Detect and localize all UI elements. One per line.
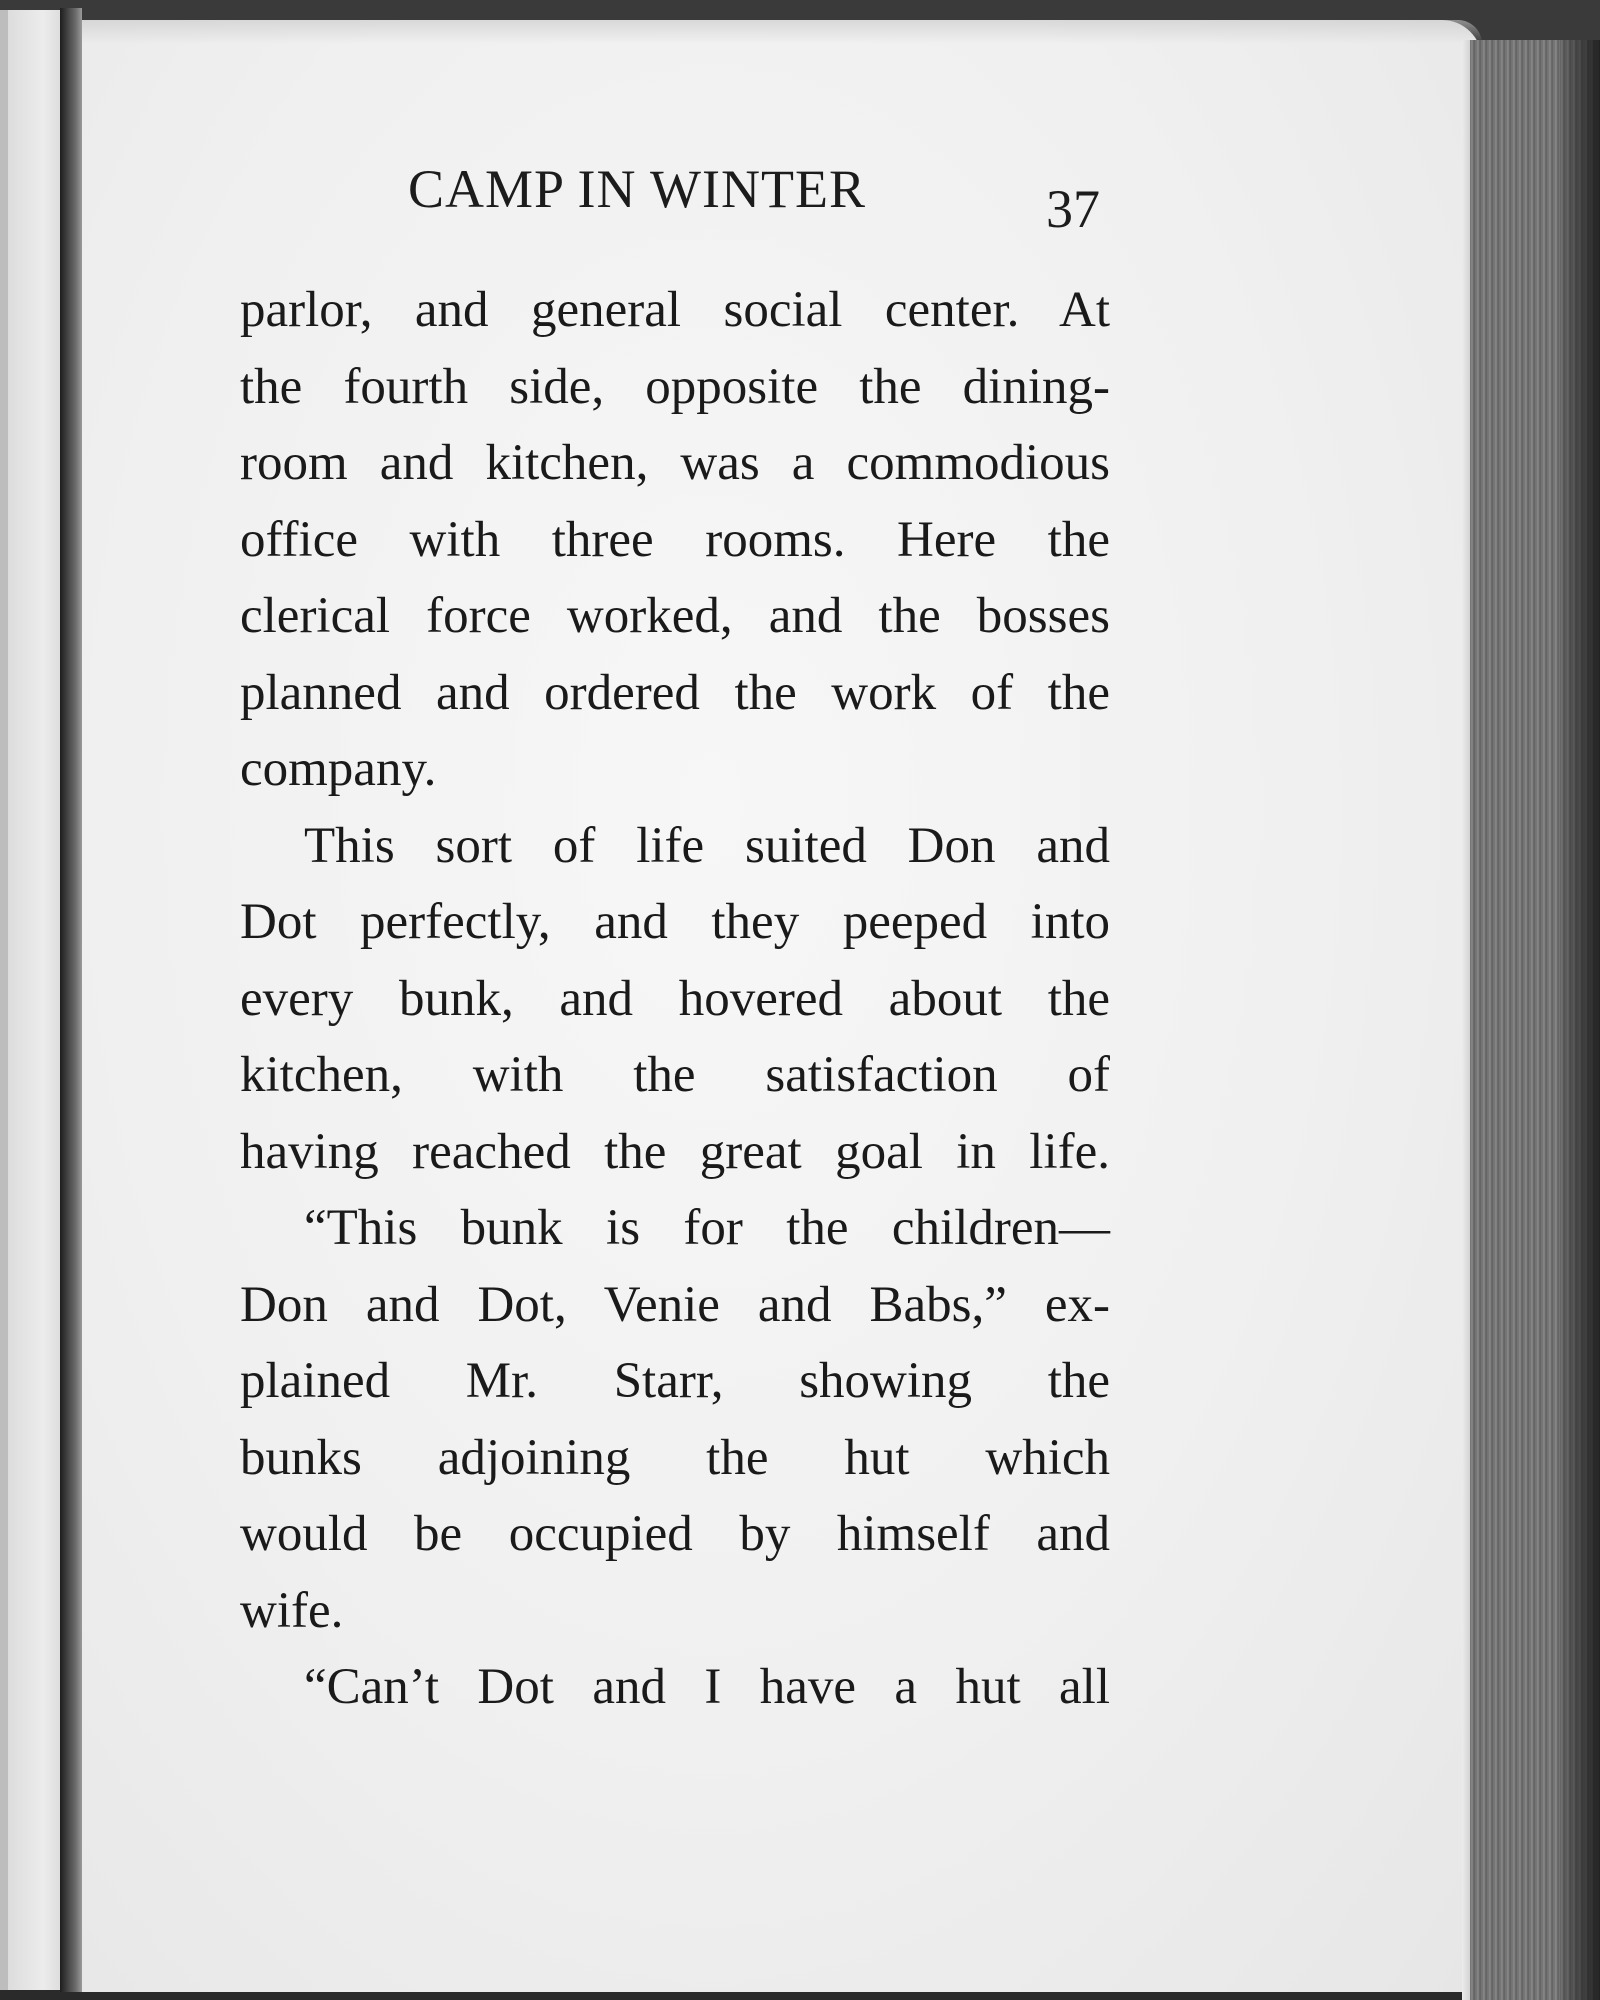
text-line: plained Mr. Starr, showing the: [240, 1353, 1110, 1409]
left-page: [0, 10, 62, 1990]
text-line: room and kitchen, was a commodious: [240, 435, 1110, 491]
text-line: company.: [240, 741, 437, 797]
body-text: [240, 272, 1110, 1726]
text-line: having reached the great goal in life.: [240, 1123, 1110, 1180]
text-line: the fourth side, opposite the dining-: [240, 358, 1110, 415]
text-line: “This bunk is for the children—: [304, 1200, 1110, 1256]
text-line: wife.: [240, 1582, 344, 1639]
page-top-shadow: [82, 20, 1482, 44]
text-line: Dot perfectly, and they peeped into: [240, 894, 1110, 950]
text-line: clerical force worked, and the bosses: [240, 588, 1110, 644]
page-number: 37: [1046, 179, 1100, 239]
text-line: This sort of life suited Don and: [304, 817, 1110, 874]
text-line: “Can’t Dot and I have a hut all: [304, 1659, 1110, 1715]
left-page-edge: [0, 10, 8, 1990]
text-line: every bunk, and hovered about the: [240, 970, 1110, 1027]
text-line: planned and ordered the work of the: [240, 664, 1110, 721]
text-line: kitchen, with the satisfaction of: [240, 1047, 1110, 1103]
text-line: office with three rooms. Here the: [240, 511, 1110, 568]
book-gutter: [60, 8, 82, 1992]
text-line: would be occupied by himself and: [240, 1506, 1110, 1562]
text-line: parlor, and general social center. At: [240, 282, 1110, 338]
text-line: Don and Dot, Venie and Babs,” ex-: [240, 1276, 1110, 1333]
text-line: bunks adjoining the hut which: [240, 1429, 1110, 1486]
fore-edge-shadow: [1560, 40, 1600, 2000]
running-head: CAMP IN WINTER: [408, 159, 866, 219]
